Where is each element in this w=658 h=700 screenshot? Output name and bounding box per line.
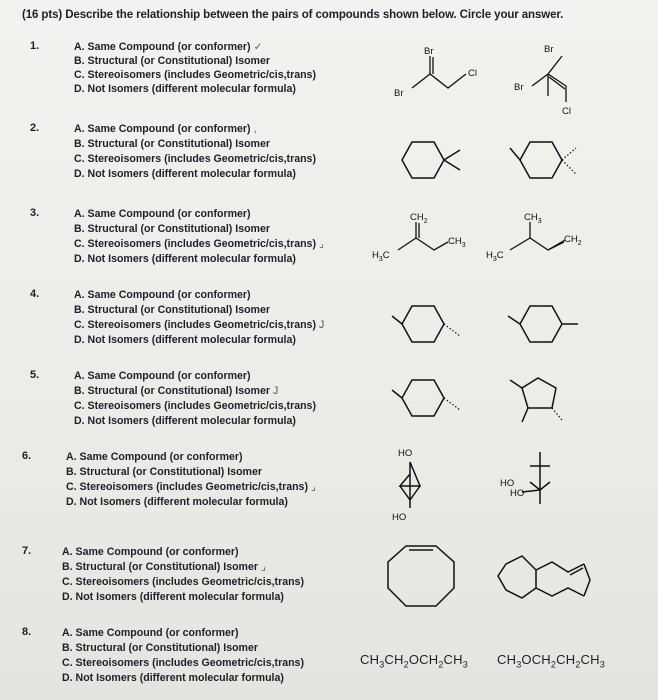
q2-structure-left (398, 130, 468, 190)
q4-option-d[interactable]: D. Not Isomers (different molecular formula) (74, 334, 296, 346)
hydroxyl-label: HO (510, 488, 525, 499)
page-header: (16 pts) Describe the relationship between the pairs of compounds shown below. Circle your answer. (22, 9, 564, 21)
q4-option-b[interactable]: B. Structural (or Constitutional) Isomer (74, 304, 270, 316)
methylene-label: $CH_2$ (410, 212, 428, 225)
methyl-label: $CH_3$ (448, 236, 466, 249)
q8-formula-right: $CH_3OCH_2CH_2CH_3$ (497, 652, 605, 670)
q5-option-a[interactable]: A. Same Compound (or conformer) (74, 370, 251, 382)
question-number-5: 5. (30, 369, 40, 381)
question-number-4: 4. (30, 288, 40, 300)
question-number-7: 7. (22, 545, 32, 557)
q1-structure-right (510, 40, 600, 120)
q8-formula-left: $CH_3CH_2OCH_2CH_3$ (360, 652, 468, 670)
q7-option-a[interactable]: A. Same Compound (or conformer) (62, 546, 239, 558)
q3-option-c[interactable]: C. Stereoisomers (includes Geometric/cis,trans) ⌟ (74, 238, 324, 250)
q2-structure-right (516, 130, 586, 190)
q5-option-d[interactable]: D. Not Isomers (different molecular formula) (74, 415, 296, 427)
q5-option-c[interactable]: C. Stereoisomers (includes Geometric/cis,trans) (74, 400, 316, 412)
q1-option-d[interactable]: D. Not Isomers (different molecular formula) (74, 83, 296, 95)
q3-option-b[interactable]: B. Structural (or Constitutional) Isomer (74, 223, 270, 235)
q7-structure-right (490, 548, 600, 608)
q7-option-b[interactable]: B. Structural (or Constitutional) Isomer ⌟ (62, 561, 266, 573)
methyl-label: $CH_3$ (524, 212, 542, 225)
q6-option-a[interactable]: A. Same Compound (or conformer) (66, 451, 243, 463)
q8-option-c[interactable]: C. Stereoisomers (includes Geometric/cis,trans) (62, 657, 304, 669)
q3-option-a[interactable]: A. Same Compound (or conformer) (74, 208, 251, 220)
q6-option-d[interactable]: D. Not Isomers (different molecular formula) (66, 496, 288, 508)
question-number-8: 8. (22, 626, 32, 638)
question-number-1: 1. (30, 40, 40, 52)
bromine-label: Br (544, 44, 554, 55)
question-number-3: 3. (30, 207, 40, 219)
q6-option-c[interactable]: C. Stereoisomers (includes Geometric/cis,trans) ⌟ (66, 481, 316, 493)
question-number-2: 2. (30, 122, 40, 134)
q6-option-b[interactable]: B. Structural (or Constitutional) Isomer (66, 466, 262, 478)
hydroxyl-label: HO (500, 478, 515, 489)
q4-option-c[interactable]: C. Stereoisomers (includes Geometric/cis,trans) J (74, 319, 325, 331)
hydroxyl-label: HO (398, 448, 413, 459)
q6-structure-right (500, 444, 570, 524)
bromine-label: Br (394, 88, 404, 99)
q1-option-b[interactable]: B. Structural (or Constitutional) Isomer (74, 55, 270, 67)
q1-structure-left (390, 40, 500, 110)
q3-option-d[interactable]: D. Not Isomers (different molecular formula) (74, 253, 296, 265)
chlorine-label: Cl (562, 106, 571, 117)
q7-option-c[interactable]: C. Stereoisomers (includes Geometric/cis,trans) (62, 576, 304, 588)
bromine-label: Br (514, 82, 524, 93)
q7-option-d[interactable]: D. Not Isomers (different molecular formula) (62, 591, 284, 603)
q5-structure-right (516, 370, 586, 430)
q5-structure-left (398, 370, 468, 430)
methyl-label: $H_3C$ (486, 250, 504, 263)
methylene-label: $CH_2$ (564, 234, 582, 247)
q2-option-d[interactable]: D. Not Isomers (different molecular formula) (74, 168, 296, 180)
question-number-6: 6. (22, 450, 32, 462)
q8-option-d[interactable]: D. Not Isomers (different molecular formula) (62, 672, 284, 684)
hydroxyl-label: HO (392, 512, 407, 523)
q7-structure-left (380, 538, 470, 618)
q4-structure-left (398, 296, 468, 356)
q6-structure-left (390, 444, 460, 524)
q8-option-b[interactable]: B. Structural (or Constitutional) Isomer (62, 642, 258, 654)
q4-structure-right (516, 296, 586, 356)
q2-option-a[interactable]: A. Same Compound (or conformer) , (74, 123, 257, 135)
q2-option-b[interactable]: B. Structural (or Constitutional) Isomer (74, 138, 270, 150)
q2-option-c[interactable]: C. Stereoisomers (includes Geometric/cis,trans) (74, 153, 316, 165)
q4-option-a[interactable]: A. Same Compound (or conformer) (74, 289, 251, 301)
q5-option-b[interactable]: B. Structural (or Constitutional) Isomer J (74, 385, 279, 397)
chlorine-label: Cl (468, 68, 477, 79)
bromine-label: Br (424, 46, 434, 57)
q1-option-a[interactable]: A. Same Compound (or conformer) ✓ (74, 41, 263, 53)
methyl-label: $H_3C$ (372, 250, 390, 263)
q3-structure-right (484, 210, 624, 270)
q1-option-c[interactable]: C. Stereoisomers (includes Geometric/cis,trans) (74, 69, 316, 81)
q8-option-a[interactable]: A. Same Compound (or conformer) (62, 627, 239, 639)
